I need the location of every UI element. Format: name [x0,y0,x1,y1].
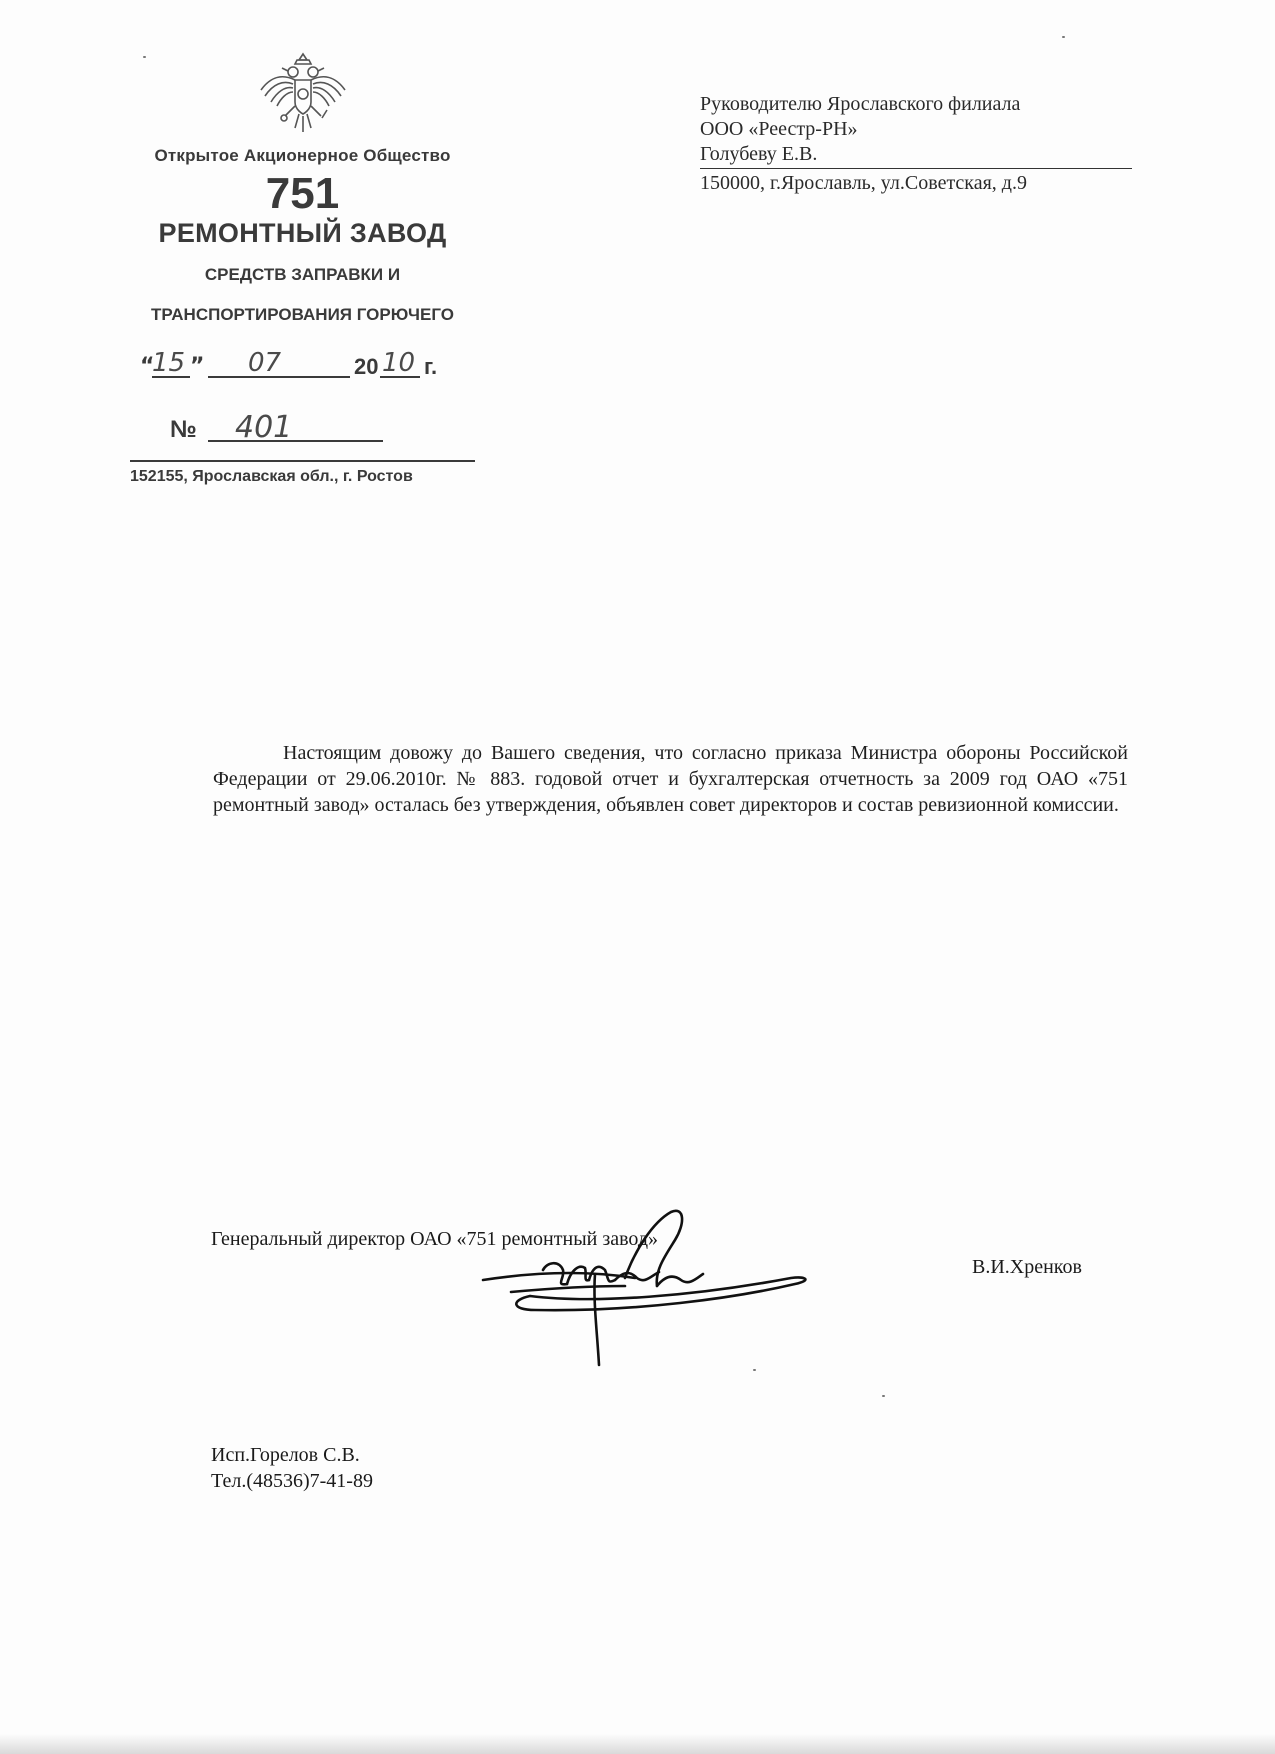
date-year-prefix: 20 [354,354,379,379]
handwritten-signature [475,1200,855,1375]
org-type: Открытое Акционерное Общество [154,146,451,165]
date-month: 07 [248,348,282,378]
date-open-quote: “ [140,354,155,379]
org-line-2: ТРАНСПОРТИРОВАНИЯ ГОРЮЧЕГО [151,305,454,324]
double-headed-eagle-icon [255,50,351,140]
scan-edge [0,1734,1275,1754]
signer-name: В.И.Хренков [972,1256,1082,1278]
letter-number [130,408,475,448]
executor-phone: Тел.(48536)7-41-89 [211,1470,373,1492]
recipient-line-3: Голубеву Е.В. [700,143,818,165]
letterhead-stamp [130,50,475,485]
recipient-line-2: ООО «Реестр-РН» [700,118,858,140]
letter-date [130,350,475,386]
number-label: № [170,416,197,443]
recipient-address: 150000, г.Ярославль, ул.Советская, д.9 [700,172,1027,194]
org-number: 751 [265,169,340,218]
date-close-quote: ” [190,354,205,379]
scan-speck [882,1395,885,1397]
scan-speck [1062,36,1065,38]
stamp-divider [130,460,475,462]
recipient-divider [700,168,1132,169]
org-name: РЕМОНТНЫЙ ЗАВОД [158,218,447,248]
recipient-block [700,92,1130,196]
date-year-label: г. [424,354,438,379]
number-value: 401 [235,410,293,445]
scan-speck [143,56,146,58]
sender-address: 152155, Ярославская обл., г. Ростов [130,468,413,485]
date-year: 10 [382,348,416,378]
signer-title: Генеральный директор ОАО «751 ремонтный завод» [211,1228,659,1250]
executor-block [211,1442,373,1494]
org-line-1: СРЕДСТВ ЗАПРАВКИ И [204,265,401,284]
executor-name: Исп.Горелов С.В. [211,1444,360,1466]
date-day: 15 [152,348,186,378]
letter-body: Настоящим довожу до Вашего сведения, что согласно приказа Министра обороны Российской Федерации от 29.06.2010г. № 883. годовой отчет и бухгалтерская отчетность за 2009 год ОАО «751 ремонтный завод» осталась без утверждения, объявлен совет директоров и состав ревизионной комиссии. [213,742,1128,816]
scan-speck [753,1369,756,1371]
recipient-line-1: Руководителю Ярославского филиала [700,93,1021,115]
